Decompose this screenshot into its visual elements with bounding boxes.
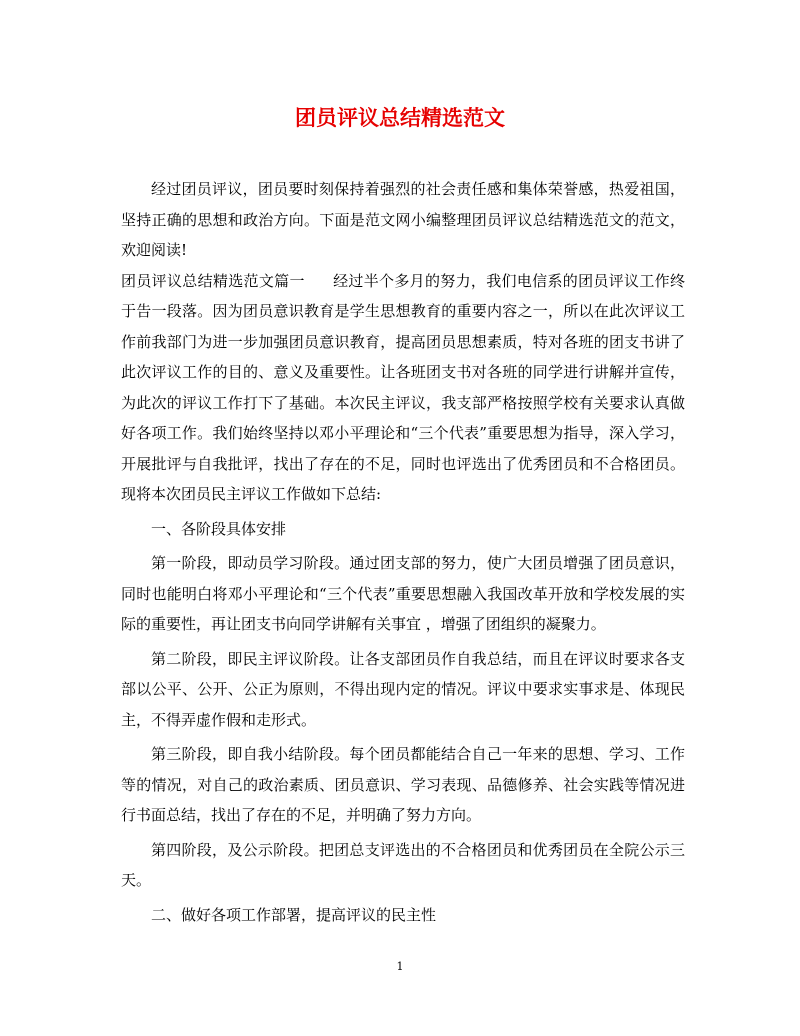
section-heading-2: 二、做好各项工作部署，提高评议的民主性 [151,905,437,924]
stage-two-paragraph: 第二阶段，即民主评议阶段。让各支部团员作自我总结，而且在评议时要求各支部以公平、公开、公正为原则，不得出现内定的情况。评议中要求实事求是、体现民主，不得弄虚作假和走形式。 [121,649,685,729]
page-number: 1 [396,960,404,973]
document-body [121,174,685,930]
article-one-text: 经过半个多月的努力，我们电信系的团员评议工作终于告一段落。因为团员意识教育是学生思想教育的重要内容之一，所以在此次评议工作前我部门为进一步加强团员意识教育，提高团员思想素质，特对各班的团支书讲了此次评议工作的目的、意义及重要性。让各班团支书对各班的同学进行讲解并宣传，为此次的评议工作打下了基础。本次民主评议，我支部严格按照学校有关要求认真做好各项工作。我们始终坚持以邓小平理论和“三个代表”重要思想为指导，深入学习，开展批评与自我批评，找出了存在的不足，同时也评选出了优秀团员和不合格团员。现将本次团员民主评议工作做如下总结: [121,271,685,503]
document-title: 团员评议总结精选范文 [295,105,505,130]
intro-paragraph: 经过团员评议，团员要时刻保持着强烈的社会责任感和集体荣誉感，热爱祖国，坚持正确的思想和政治方向。下面是范文网小编整理团员评议总结精选范文的范文，欢迎阅读! [121,180,685,259]
stage-four-paragraph: 第四阶段，及公示阶段。把团总支评选出的不合格团员和优秀团员在全院公示三天。 [121,840,685,889]
stage-three-paragraph: 第三阶段，即自我小结阶段。每个团员都能结合自己一年来的思想、学习、工作等的情况，对自己的政治素质、团员意识、学习表现、品德修养、社会实践等情况进行书面总结，找出了存在的不足，并明确了努力方向。 [121,745,685,824]
section-heading-1: 一、各阶段具体安排 [151,519,287,538]
article-heading: 团员评议总结精选范文篇一 [121,271,305,290]
stage-one-paragraph: 第一阶段，即动员学习阶段。通过团支部的努力，使广大团员增强了团员意识，同时也能明白将邓小平理论和“三个代表”重要思想融入我国改革开放和学校发展的实际的重要性，再让团支书向同学讲解有关事宜 ，增强了团组织的凝聚力。 [121,554,685,633]
article-one-paragraph [121,266,685,510]
